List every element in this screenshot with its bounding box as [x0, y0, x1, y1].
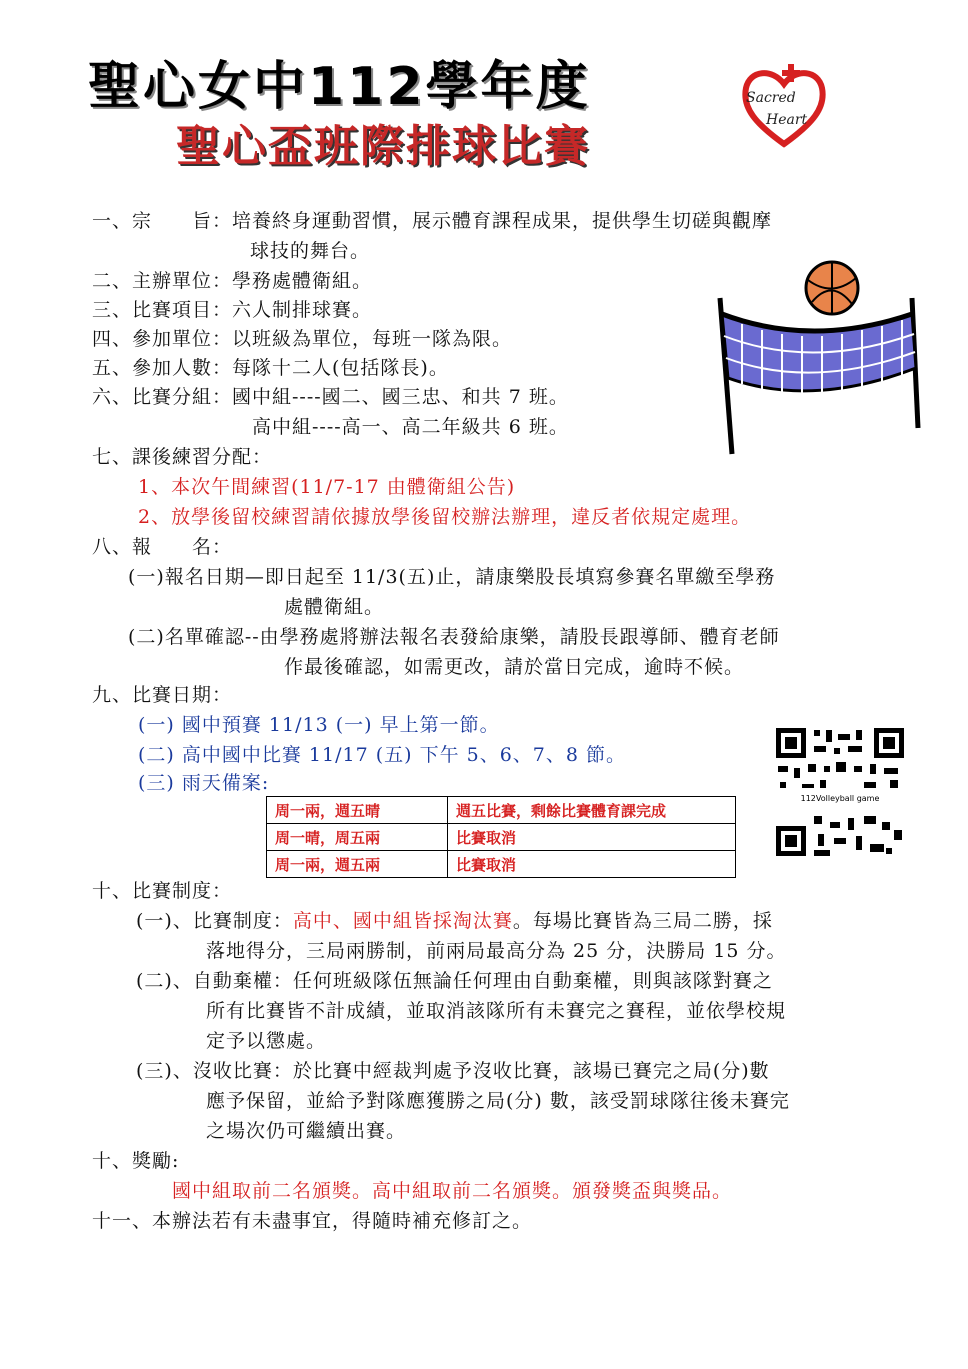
- section-awards-item: 國中組取前二名頒獎。高中組取前二名頒獎。頒發獎盃與獎品。: [172, 1180, 733, 1202]
- section-10-item-1-prefix: (一)、比賽制度：: [136, 910, 293, 932]
- section-7: 七、課後練習分配：: [92, 446, 273, 468]
- table-row: [267, 797, 736, 824]
- section-10-item-2-cont1: 所有比賽皆不計成績，並取消該隊所有未賽完之賽程，並依學校規: [206, 1000, 787, 1022]
- page-title: 聖心女中112學年度: [88, 57, 591, 117]
- table-cell: 週五比賽，剩餘比賽體育課完成: [448, 797, 736, 824]
- section-5: 五、參加人數：每隊十二人(包括隊長)。: [92, 357, 449, 379]
- qr-code-icon[interactable]: [774, 726, 906, 858]
- table-row: [267, 851, 736, 878]
- section-9-item-3: (三) 雨天備案:: [138, 772, 270, 794]
- section-10-item-2: (二)、自動棄權：任何班級隊伍無論任何理由自動棄權，則與該隊對賽之: [136, 970, 773, 992]
- section-10: 十、比賽制度：: [92, 880, 233, 902]
- section-8-item-2: (二)名單確認--由學務處將辦法報名表發給康樂，請股長跟導師、體育老師: [128, 626, 780, 648]
- section-11: 十一、本辦法若有未盡事宜，得隨時補充修訂之。: [92, 1210, 533, 1232]
- table-cell: 周一兩，週五兩: [267, 851, 448, 878]
- table-cell: 比賽取消: [448, 851, 736, 878]
- section-7-item-2: 2、放學後留校練習請依據放學後留校辦法辦理，違反者依規定處理。: [138, 506, 752, 528]
- section-8: 八、報 名：: [92, 536, 233, 558]
- sacred-heart-logo: [736, 58, 832, 154]
- section-4: 四、參加單位：以班級為單位，每班一隊為限。: [92, 328, 513, 350]
- section-1: 一、宗 旨：培養終身運動習慣，展示體育課程成果，提供學生切磋與觀摩: [92, 210, 773, 232]
- section-7-item-1: 1、本次午間練習(11/7-17 由體衛組公告): [138, 476, 516, 498]
- page-subtitle: 聖心盃班際排球比賽: [176, 121, 590, 172]
- section-10-item-2-cont2: 定予以懲處。: [206, 1030, 327, 1052]
- section-9-item-1: (一) 國中預賽 11/13 (一) 早上第一節。: [138, 714, 500, 736]
- section-10-item-1-rest: 。每場比賽皆為三局二勝，採: [512, 910, 773, 932]
- table-cell: 周一兩，週五晴: [267, 797, 448, 824]
- logo-text-sacred: Sacred: [746, 90, 796, 106]
- section-8-item-1: (一)報名日期—即日起至 11/3(五)止，請康樂股長填寫參賽名單繳至學務: [128, 566, 776, 588]
- logo-text-heart: Heart: [766, 112, 808, 128]
- section-3: 三、比賽項目：六人制排球賽。: [92, 299, 373, 321]
- table-cell: 周一晴，周五兩: [267, 824, 448, 851]
- qr-caption: 112Volleyball game: [800, 794, 880, 803]
- section-8-item-2-cont: 作最後確認，如需更改，請於當日完成，逾時不候。: [284, 656, 745, 678]
- table-cell: 比賽取消: [448, 824, 736, 851]
- section-10-item-1-cont: 落地得分，三局兩勝制，前兩局最高分為 25 分，決勝局 15 分。: [206, 940, 787, 962]
- section-1-cont: 球技的舞台。: [250, 240, 371, 262]
- section-2: 二、主辦單位：學務處體衛組。: [92, 270, 373, 292]
- table-row: [267, 824, 736, 851]
- volleyball-net-icon: [712, 258, 928, 458]
- section-9-item-2: (二) 高中國中比賽 11/17 (五) 下午 5、6、7、8 節。: [138, 744, 626, 766]
- section-9: 九、比賽日期：: [92, 684, 233, 706]
- section-10-item-3-cont2: 之場次仍可繼續出賽。: [206, 1120, 407, 1142]
- section-6: 六、比賽分組：國中組----國二、國三忠、和共 7 班。: [92, 386, 569, 408]
- section-10-item-1-highlight: 高中、國中組皆採淘汰賽: [292, 910, 513, 932]
- section-awards: 十、獎勵:: [92, 1150, 180, 1172]
- rain-plan-table: [266, 796, 736, 878]
- section-6-cont: 高中組----高一、高二年級共 6 班。: [252, 416, 569, 438]
- section-10-item-3: (三)、沒收比賽：於比賽中經裁判處予沒收比賽，該場已賽完之局(分)數: [136, 1060, 770, 1082]
- section-10-item-3-cont1: 應予保留，並給予對隊應獲勝之局(分) 數，該受罰球隊往後未賽完: [206, 1090, 790, 1112]
- section-10-item-1: [136, 910, 773, 932]
- section-8-item-1-cont: 處體衛組。: [284, 596, 385, 618]
